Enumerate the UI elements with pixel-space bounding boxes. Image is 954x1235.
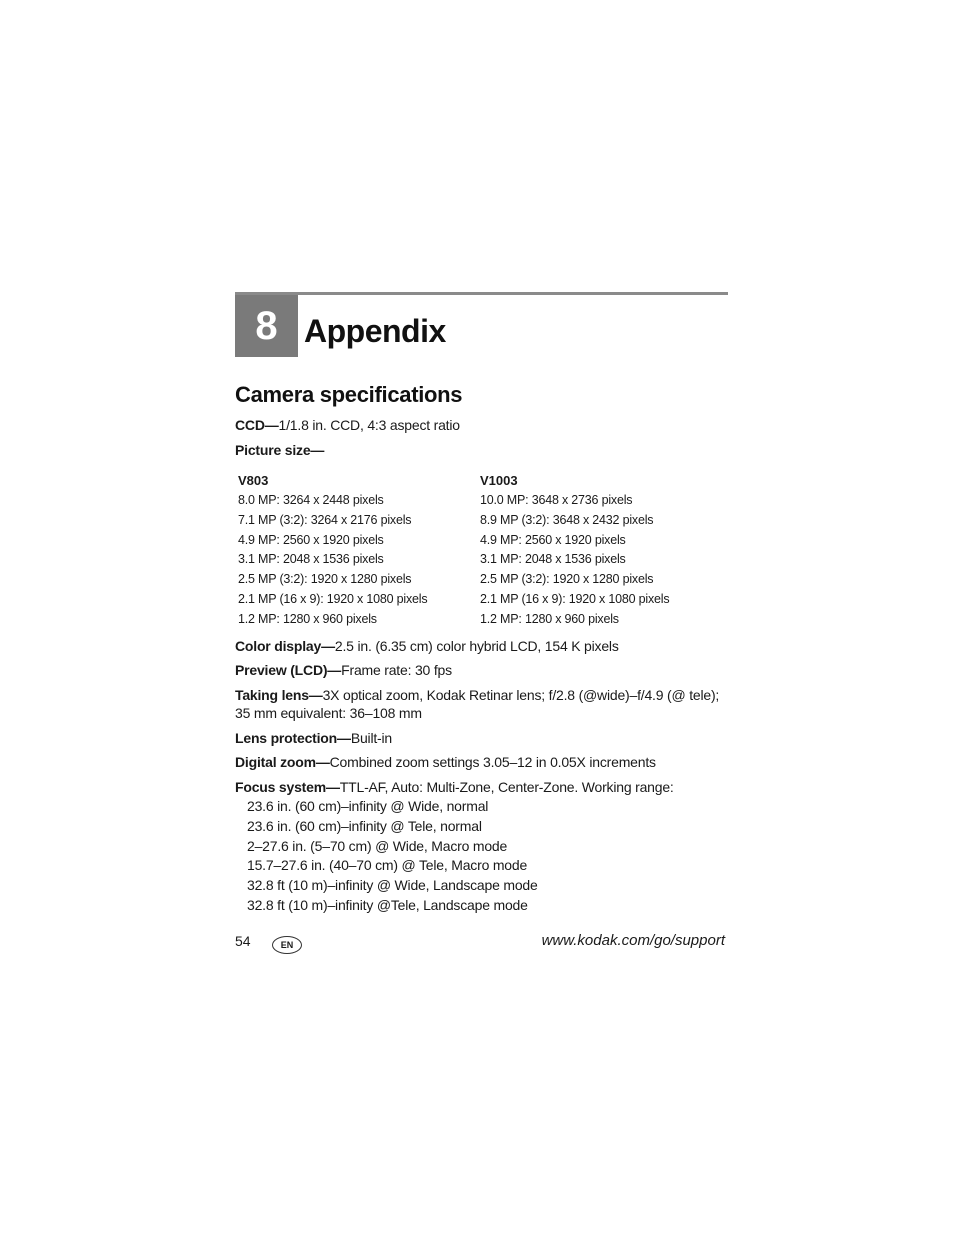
table-cell: 3.1 MP: 2048 x 1536 pixels — [480, 552, 626, 567]
spec-value: Frame rate: 30 fps — [341, 662, 452, 678]
list-item: 23.6 in. (60 cm)–infinity @ Wide, normal — [247, 798, 489, 814]
spec-value: TTL-AF, Auto: Multi-Zone, Center-Zone. Working range: — [339, 779, 674, 795]
table-cell: 4.9 MP: 2560 x 1920 pixels — [480, 532, 626, 547]
chapter-number: 8 — [235, 295, 298, 357]
table-cell: 10.0 MP: 3648 x 2736 pixels — [480, 493, 633, 507]
list-item: 2–27.6 in. (5–70 cm) @ Wide, Macro mode — [247, 837, 508, 854]
spec-lens-protection — [235, 730, 392, 746]
list-item: 15.7–27.6 in. (40–70 cm) @ Tele, Macro mode — [247, 857, 528, 874]
section-title: Camera specifications — [235, 382, 463, 407]
table-column-v803 — [238, 491, 427, 630]
table-header-v803: V803 — [238, 473, 269, 488]
list-item: 23.6 in. (60 cm)–infinity @ Tele, normal — [247, 817, 482, 834]
spec-value: 2.5 in. (6.35 cm) color hybrid LCD, 154 K pixels — [334, 638, 619, 654]
spec-value: Built-in — [350, 730, 393, 746]
chapter-title: Appendix — [304, 313, 446, 349]
table-cell: 3.1 MP: 2048 x 1536 pixels — [238, 552, 384, 567]
spec-label: Focus system— — [235, 779, 340, 795]
spec-digital-zoom — [235, 754, 656, 770]
spec-preview — [235, 662, 452, 678]
table-cell: 2.5 MP (3:2): 1920 x 1280 pixels — [480, 572, 654, 587]
spec-label: Picture size— — [235, 442, 325, 458]
spec-label: CCD— — [235, 417, 279, 433]
table-cell: 2.1 MP (16 x 9): 1920 x 1080 pixels — [480, 591, 670, 606]
table-cell: 2.5 MP (3:2): 1920 x 1280 pixels — [238, 572, 412, 587]
chapter-rule — [235, 292, 728, 295]
table-cell: 8.9 MP (3:2): 3648 x 2432 pixels — [480, 512, 654, 527]
table-cell: 1.2 MP: 1280 x 960 pixels — [238, 611, 377, 626]
table-column-v1003 — [480, 491, 669, 630]
spec-label: Preview (LCD)— — [235, 662, 342, 678]
spec-ccd — [235, 417, 460, 433]
language-badge: EN — [272, 936, 302, 954]
page-number: 54 — [235, 933, 251, 949]
spec-color-display — [235, 638, 619, 654]
table-cell: 8.0 MP: 3264 x 2448 pixels — [238, 493, 384, 507]
spec-value: Combined zoom settings 3.05–12 in 0.05X increments — [329, 754, 656, 770]
table-cell: 4.9 MP: 2560 x 1920 pixels — [238, 532, 384, 547]
spec-value: 3X optical zoom, Kodak Retinar lens; f/2.8 (@wide)–f/4.9 (@ tele); — [322, 687, 720, 703]
table-header-v1003: V1003 — [480, 473, 518, 488]
spec-taking-lens-cont: 35 mm equivalent: 36–108 mm — [235, 705, 422, 721]
table-cell: 2.1 MP (16 x 9): 1920 x 1080 pixels — [238, 591, 428, 606]
spec-taking-lens — [235, 687, 719, 703]
spec-label: Lens protection— — [235, 730, 351, 746]
table-cell: 7.1 MP (3:2): 3264 x 2176 pixels — [238, 512, 412, 527]
spec-value: 1/1.8 in. CCD, 4:3 aspect ratio — [278, 417, 460, 433]
spec-label: Taking lens— — [235, 687, 323, 703]
support-link[interactable]: www.kodak.com/go/support — [541, 932, 725, 949]
spec-picture-size — [235, 442, 324, 458]
spec-label: Color display— — [235, 638, 335, 654]
spec-focus-system — [235, 779, 674, 795]
list-item: 32.8 ft (10 m)–infinity @ Wide, Landscape mode — [247, 877, 538, 894]
table-cell: 1.2 MP: 1280 x 960 pixels — [480, 611, 619, 626]
spec-label: Digital zoom— — [235, 754, 330, 770]
focus-range-list — [247, 797, 538, 916]
list-item: 32.8 ft (10 m)–infinity @Tele, Landscape mode — [247, 896, 528, 913]
